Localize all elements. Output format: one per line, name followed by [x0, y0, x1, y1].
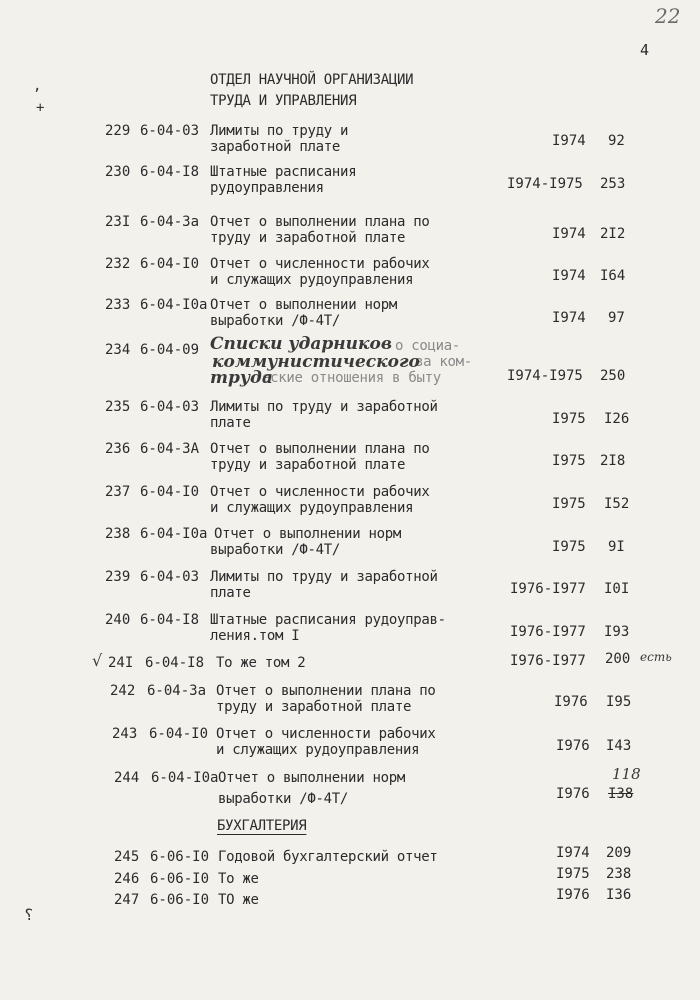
- corner-sheet-number: 22: [655, 4, 681, 28]
- entry-code: 6-04-I8: [140, 164, 200, 180]
- entry-code: 6-04-3А: [140, 441, 200, 457]
- entry-title: Годовой бухгалтерский отчет: [218, 849, 438, 865]
- entry-number: 23I: [105, 214, 131, 230]
- entry-number: 24I: [108, 655, 134, 671]
- entry-code: 6-04-I8: [140, 612, 200, 628]
- entry-number: 238: [105, 526, 131, 542]
- entry-pages: 9I: [608, 539, 625, 555]
- entry-title: Лимиты по труду и: [210, 123, 349, 139]
- entry-title-cont: труду и заработной плате: [216, 699, 412, 715]
- entry-years: I975: [556, 866, 590, 882]
- margin-mark: ⸮: [24, 905, 34, 924]
- entry-code: 6-04-I0а: [140, 297, 208, 313]
- entry-number: 244: [114, 770, 140, 786]
- entry-pages: 2I8: [600, 453, 626, 469]
- entry-typed-faint: о социа-: [395, 338, 461, 354]
- entry-years: I975: [552, 453, 586, 469]
- entry-pages: I93: [604, 624, 630, 640]
- entry-years: I975: [552, 496, 586, 512]
- entry-years: I976-I977: [510, 653, 586, 669]
- entry-number: 245: [114, 849, 140, 865]
- entry-handwritten-title-cont: труда: [210, 368, 273, 388]
- entry-pages: 250: [600, 368, 626, 384]
- entry-years: I974: [552, 133, 586, 149]
- entry-code: 6-04-I0: [149, 726, 209, 742]
- entry-title: Отчет о выполнении норм: [214, 526, 401, 542]
- entry-years: I976-I977: [510, 581, 586, 597]
- entry-number: 247: [114, 892, 140, 908]
- entry-code: 6-04-I0: [140, 484, 200, 500]
- entry-pages: 209: [606, 845, 632, 861]
- section-title-accounting: БУХГАЛТЕРИЯ: [217, 818, 307, 834]
- entry-code: 6-06-I0: [150, 871, 210, 887]
- entry-years: I975: [552, 539, 586, 555]
- entry-title-cont: и служащих рудоуправления: [210, 272, 414, 288]
- entry-title-cont: плате: [210, 585, 251, 601]
- entry-number: 243: [112, 726, 138, 742]
- entry-typed-faint: за ком-: [415, 354, 472, 370]
- entry-number: 242: [110, 683, 136, 699]
- entry-pages: 200: [605, 651, 631, 667]
- department-title-line2: ТРУДА И УПРАВЛЕНИЯ: [210, 93, 357, 109]
- margin-mark: +: [36, 100, 45, 116]
- entry-number: 239: [105, 569, 131, 585]
- entry-title: Отчет о численности рабочих: [210, 484, 430, 500]
- entry-years: I974: [552, 226, 586, 242]
- entry-code: 6-04-3а: [140, 214, 200, 230]
- entry-pages: I36: [606, 887, 632, 903]
- entry-code: 6-04-I0: [140, 256, 200, 272]
- entry-code: 6-06-I0: [150, 892, 210, 908]
- entry-title: Штатные расписания рудоуправ-: [210, 612, 446, 628]
- department-title-line1: ОТДЕЛ НАУЧНОЙ ОРГАНИЗАЦИИ: [210, 72, 414, 88]
- entry-handwritten-title: Списки ударников: [210, 334, 393, 354]
- entry-title: То же том 2: [216, 655, 306, 671]
- entry-code: 6-04-3а: [147, 683, 207, 699]
- entry-years: I974-I975: [507, 176, 583, 192]
- entry-pages: I52: [604, 496, 630, 512]
- entry-code: 6-04-I0а: [140, 526, 208, 542]
- entry-code: 6-04-09: [140, 342, 200, 358]
- entry-title-cont: выработки /Ф-4Т/: [218, 791, 349, 807]
- entry-title: Отчет о численности рабочих: [216, 726, 436, 742]
- entry-title-cont: ления.том I: [210, 628, 300, 644]
- entry-pages: 97: [608, 310, 625, 326]
- entry-years: I974: [552, 310, 586, 326]
- entry-typed-faint: еские отношения в быту: [262, 370, 441, 386]
- entry-code: 6-04-03: [140, 569, 200, 585]
- entry-years: I976: [556, 738, 590, 754]
- entry-title: Отчет о выполнении норм: [218, 770, 405, 786]
- check-mark: √: [92, 651, 103, 670]
- entry-number: 236: [105, 441, 131, 457]
- entry-years: I976-I977: [510, 624, 586, 640]
- entry-years: I976: [556, 786, 590, 802]
- entry-title: Отчет о выполнении плана по: [210, 441, 430, 457]
- entry-code: 6-04-03: [140, 399, 200, 415]
- entry-title-cont: и служащих рудоуправления: [216, 742, 420, 758]
- entry-title-cont: труду и заработной плате: [210, 457, 406, 473]
- entry-number: 235: [105, 399, 131, 415]
- margin-mark: ,: [33, 78, 42, 94]
- entry-years: I976: [556, 887, 590, 903]
- entry-title-cont: труду и заработной плате: [210, 230, 406, 246]
- entry-title: Отчет о численности рабочих: [210, 256, 430, 272]
- entry-number: 234: [105, 342, 131, 358]
- entry-pages: 238: [606, 866, 632, 882]
- entry-number: 237: [105, 484, 131, 500]
- entry-pages-struck: I38: [608, 786, 634, 802]
- entry-number: 233: [105, 297, 131, 313]
- entry-pages-corrected: 118: [612, 765, 641, 783]
- entry-title: Отчет о выполнении плана по: [210, 214, 430, 230]
- entry-pages: I95: [606, 694, 632, 710]
- entry-years: I974: [556, 845, 590, 861]
- entry-number: 246: [114, 871, 140, 887]
- entry-title-cont: плате: [210, 415, 251, 431]
- entry-handwritten-title-cont: коммунистического: [212, 352, 420, 372]
- entry-pages: 92: [608, 133, 625, 149]
- handwritten-note: есть: [640, 650, 672, 664]
- entry-number: 240: [105, 612, 131, 628]
- entry-code: 6-04-I8: [145, 655, 205, 671]
- entry-code: 6-04-03: [140, 123, 200, 139]
- entry-title: Лимиты по труду и заработной: [210, 569, 438, 585]
- entry-title: Отчет о выполнении норм: [210, 297, 397, 313]
- entry-title: Штатные расписания: [210, 164, 357, 180]
- entry-title-cont: выработки /Ф-4Т/: [210, 313, 341, 329]
- entry-title-cont: выработки /Ф-4Т/: [210, 542, 341, 558]
- entry-title: ТО же: [218, 892, 259, 908]
- entry-years: I975: [552, 411, 586, 427]
- entry-title: То же: [218, 871, 259, 887]
- entry-code: 6-06-I0: [150, 849, 210, 865]
- entry-years: I974: [552, 268, 586, 284]
- page-number: 4: [640, 41, 649, 59]
- entry-years: I976: [554, 694, 588, 710]
- entry-title-cont: рудоуправления: [210, 180, 324, 196]
- entry-pages: I0I: [604, 581, 630, 597]
- entry-pages: I43: [606, 738, 632, 754]
- entry-pages: 2I2: [600, 226, 626, 242]
- entry-title-cont: заработной плате: [210, 139, 341, 155]
- entry-title-cont: и служащих рудоуправления: [210, 500, 414, 516]
- entry-pages: I64: [600, 268, 626, 284]
- entry-years: I974-I975: [507, 368, 583, 384]
- entry-number: 230: [105, 164, 131, 180]
- entry-title: Лимиты по труду и заработной: [210, 399, 438, 415]
- entry-pages: I26: [604, 411, 630, 427]
- entry-number: 229: [105, 123, 131, 139]
- entry-code: 6-04-I0а: [151, 770, 219, 786]
- entry-number: 232: [105, 256, 131, 272]
- entry-title: Отчет о выполнении плана по: [216, 683, 436, 699]
- entry-pages: 253: [600, 176, 626, 192]
